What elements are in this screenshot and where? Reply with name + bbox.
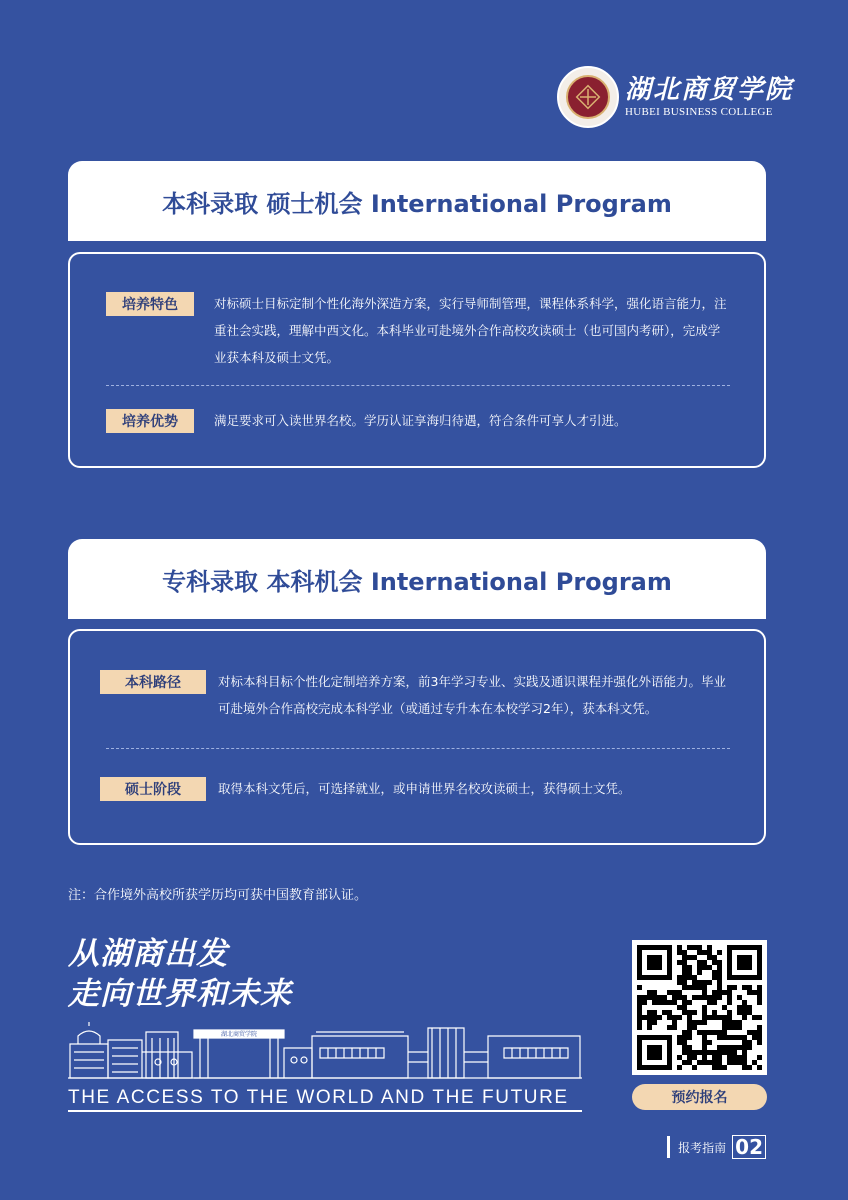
section1-row-features xyxy=(106,292,730,371)
section2-row-bachelor xyxy=(100,670,730,722)
tag-master-stage: 硕士阶段 xyxy=(100,777,206,801)
tagline-underline xyxy=(68,1110,582,1112)
footer-guide xyxy=(667,1135,766,1159)
section1-row-advantages xyxy=(106,409,730,434)
bachelor-path-text: 对标本科目标个性化定制培养方案，前3年学习专业、实践及通识课程并强化外语能力。毕业可赴境外合作高校完成本科学业（或通过专升本在本校学习2年），获本科文凭。 xyxy=(218,674,726,716)
signup-button[interactable]: 预约报名 xyxy=(632,1084,767,1110)
qr-code-pattern xyxy=(637,945,762,1070)
footer-bar xyxy=(667,1136,670,1158)
section1-box xyxy=(68,252,766,468)
college-seal-icon xyxy=(557,66,619,128)
tag-bachelor-path: 本科路径 xyxy=(100,670,206,694)
qr-code-icon[interactable] xyxy=(632,940,767,1075)
section2-title: 专科录取 本科机会 International Program xyxy=(68,539,766,619)
slogan-line1: 从湖商出发 xyxy=(68,936,228,972)
college-name-en: HUBEI BUSINESS COLLEGE xyxy=(625,106,773,118)
college-name-cn: 湖北商贸学院 xyxy=(625,75,794,105)
advantages-text: 满足要求可入读世界名校。学历认证享海归待遇，符合条件可享人才引进。 xyxy=(214,413,627,428)
page-number: 02 xyxy=(732,1135,766,1159)
gate-sign-text: 湖北商贸学院 xyxy=(220,1031,258,1038)
footer-label: 报考指南 xyxy=(678,1140,727,1155)
section2-box xyxy=(68,629,766,845)
certification-note: 注：合作境外高校所获学历均可获中国教育部认证。 xyxy=(68,888,368,903)
campus-skyline-illustration xyxy=(68,1022,582,1080)
section1-divider xyxy=(106,385,730,386)
section1-title: 本科录取 硕士机会 International Program xyxy=(68,161,766,241)
tag-advantages: 培养优势 xyxy=(106,409,194,433)
slogan xyxy=(68,934,292,1014)
section2-divider xyxy=(106,748,730,749)
master-stage-text: 取得本科文凭后，可选择就业，或申请世界名校攻读硕士，获得硕士文凭。 xyxy=(218,781,631,796)
college-logo xyxy=(557,66,793,128)
tag-features: 培养特色 xyxy=(106,292,194,316)
english-tagline: THE ACCESS TO THE WORLD AND THE FUTURE xyxy=(68,1087,569,1108)
section2-row-master xyxy=(100,777,730,802)
slogan-line2: 走向世界和未来 xyxy=(68,976,292,1012)
features-text: 对标硕士目标定制个性化海外深造方案，实行导师制管理，课程体系科学，强化语言能力，注重社会实践，理解中西文化。本科毕业可赴境外合作高校攻读硕士（也可国内考研），完成学业获本科及硕士文凭。 xyxy=(214,296,727,365)
